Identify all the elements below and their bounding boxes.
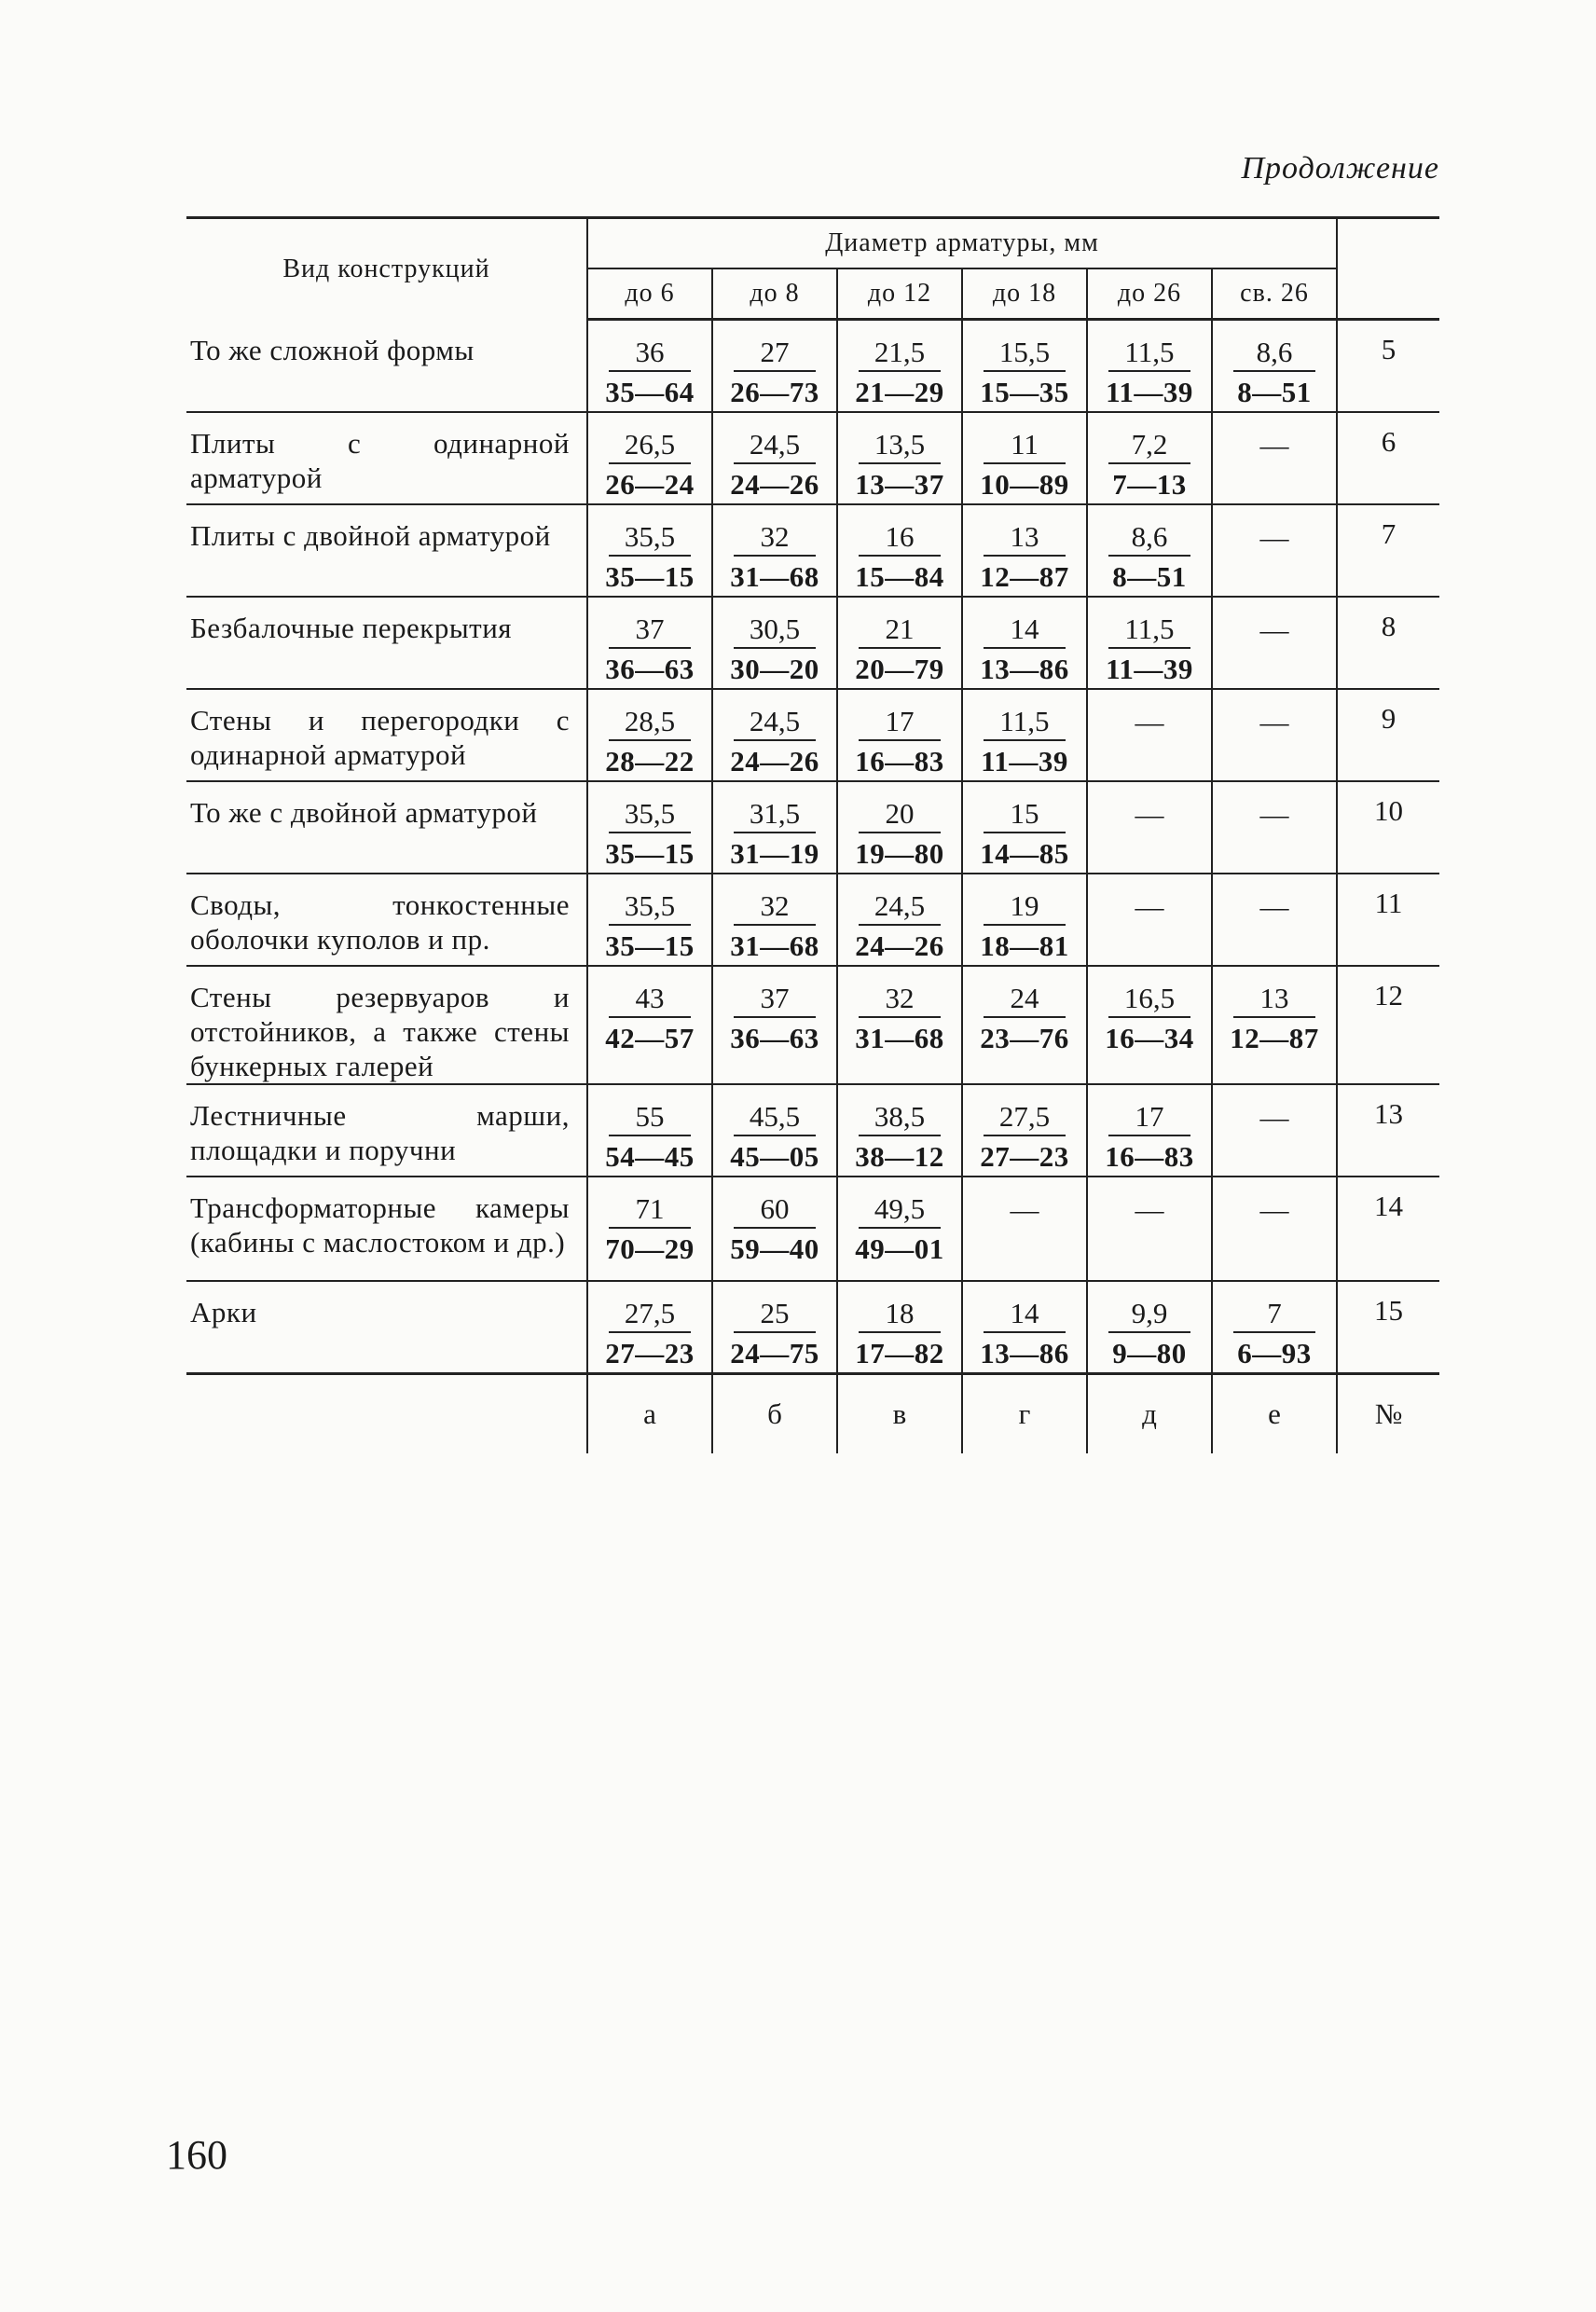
value-fraction — [855, 337, 944, 411]
column-letter-label: е — [1212, 1374, 1337, 1454]
value-fraction — [855, 1101, 944, 1176]
value-main: 13 — [1233, 983, 1315, 1018]
value-cell — [1087, 597, 1212, 689]
value-fraction — [605, 613, 695, 688]
column-letter-label: б — [712, 1374, 837, 1454]
value-empty-dash: — — [1259, 890, 1289, 923]
value-main: 21 — [859, 613, 941, 649]
column-header-diameter: до 8 — [712, 268, 837, 320]
value-main: 36 — [609, 337, 691, 372]
value-main: 16,5 — [1108, 983, 1190, 1018]
value-fraction — [605, 521, 695, 596]
value-range: 13—86 — [980, 1337, 1069, 1369]
value-cell — [1212, 781, 1337, 874]
value-range: 31—19 — [730, 837, 819, 870]
value-range: 8—51 — [1112, 560, 1187, 593]
value-range: 12—87 — [980, 560, 1069, 593]
column-number-label: № — [1337, 1374, 1439, 1454]
value-cell — [712, 504, 837, 597]
value-range: 16—83 — [1105, 1140, 1194, 1173]
value-main: 37 — [734, 983, 816, 1018]
value-main: 35,5 — [609, 521, 691, 557]
value-range: 14—85 — [980, 837, 1069, 870]
value-main: 18 — [859, 1298, 941, 1333]
value-main: 17 — [859, 706, 941, 741]
value-main: 24,5 — [734, 429, 816, 464]
value-cell — [1087, 781, 1212, 874]
value-cell — [587, 320, 712, 413]
value-fraction — [980, 337, 1069, 411]
value-cell — [712, 1084, 837, 1177]
value-range: 23—76 — [980, 1022, 1069, 1054]
value-main: 13,5 — [859, 429, 941, 464]
row-number-cell: 13 — [1337, 1084, 1439, 1177]
value-range: 11—39 — [981, 745, 1068, 778]
value-main: 17 — [1108, 1101, 1190, 1136]
value-cell — [962, 412, 1087, 504]
value-main: 11,5 — [1108, 337, 1190, 372]
value-main: 60 — [734, 1193, 816, 1229]
construction-type-cell: То же с двойной арматурой — [186, 781, 587, 874]
value-fraction — [1108, 521, 1190, 596]
row-number-cell: 14 — [1337, 1177, 1439, 1281]
column-letter-label: а — [587, 1374, 712, 1454]
column-header-number — [1337, 218, 1439, 320]
value-main: 7 — [1233, 1298, 1315, 1333]
row-number-cell: 6 — [1337, 412, 1439, 504]
value-cell — [837, 504, 962, 597]
value-range: 24—75 — [730, 1337, 819, 1369]
value-cell — [587, 874, 712, 966]
value-fraction — [855, 613, 944, 688]
reinforcement-table — [186, 216, 1439, 1453]
value-range: 16—83 — [855, 745, 944, 778]
construction-type-cell: Стены и перегородки с одинарной арматурой — [186, 689, 587, 781]
value-main: 7,2 — [1108, 429, 1190, 464]
value-cell — [1212, 1177, 1337, 1281]
value-cell — [1212, 412, 1337, 504]
value-main: 14 — [984, 613, 1066, 649]
row-number-cell: 9 — [1337, 689, 1439, 781]
value-cell — [587, 1084, 712, 1177]
value-fraction — [981, 706, 1068, 780]
value-cell — [962, 1084, 1087, 1177]
construction-type-cell: Плиты с двойной арматурой — [186, 504, 587, 597]
value-main: 25 — [734, 1298, 816, 1333]
value-range: 13—86 — [980, 653, 1069, 685]
value-range: 35—15 — [605, 837, 695, 870]
value-range: 27—23 — [980, 1140, 1069, 1173]
value-range: 42—57 — [605, 1022, 695, 1054]
value-main: 71 — [609, 1193, 691, 1229]
value-main: 45,5 — [734, 1101, 816, 1136]
value-fraction — [980, 798, 1069, 873]
value-main: 37 — [609, 613, 691, 649]
value-range: 45—05 — [730, 1140, 819, 1173]
value-cell — [1087, 874, 1212, 966]
value-empty-dash: — — [1259, 521, 1289, 554]
value-fraction — [855, 1298, 944, 1372]
value-fraction — [605, 983, 695, 1057]
value-cell — [837, 874, 962, 966]
construction-type-cell: Лестничные марши, площадки и поручни — [186, 1084, 587, 1177]
value-range: 6—93 — [1237, 1337, 1312, 1369]
value-range: 20—79 — [855, 653, 944, 685]
value-main: 38,5 — [859, 1101, 941, 1136]
value-cell — [1212, 597, 1337, 689]
value-fraction — [730, 890, 819, 965]
value-range: 17—82 — [855, 1337, 944, 1369]
value-cell — [962, 874, 1087, 966]
value-cell — [962, 781, 1087, 874]
value-cell — [587, 689, 712, 781]
value-cell — [837, 1084, 962, 1177]
row-number-cell: 8 — [1337, 597, 1439, 689]
value-cell — [712, 412, 837, 504]
value-main: 49,5 — [859, 1193, 941, 1229]
value-range: 15—35 — [980, 376, 1069, 408]
value-range: 70—29 — [605, 1232, 695, 1265]
value-fraction — [1233, 337, 1315, 411]
value-main: 26,5 — [609, 429, 691, 464]
value-main: 24,5 — [859, 890, 941, 926]
value-range: 13—37 — [855, 468, 944, 501]
value-cell — [712, 320, 837, 413]
value-main: 27 — [734, 337, 816, 372]
value-fraction — [1105, 983, 1194, 1057]
value-cell — [962, 966, 1087, 1084]
footer-empty-cell — [186, 1374, 587, 1454]
value-cell — [1087, 504, 1212, 597]
value-main: 15 — [984, 798, 1066, 833]
value-cell — [712, 597, 837, 689]
value-range: 30—20 — [730, 653, 819, 685]
value-fraction — [730, 613, 819, 688]
value-cell — [837, 320, 962, 413]
table-row — [186, 504, 1439, 597]
table-row — [186, 597, 1439, 689]
value-cell — [1212, 504, 1337, 597]
table-row — [186, 874, 1439, 966]
value-main: 16 — [859, 521, 941, 557]
value-empty-dash: — — [1010, 1193, 1039, 1226]
row-number-cell: 15 — [1337, 1281, 1439, 1374]
value-range: 31—68 — [730, 560, 819, 593]
value-fraction — [1108, 429, 1190, 503]
value-empty-dash: — — [1135, 798, 1164, 831]
column-letter-label: г — [962, 1374, 1087, 1454]
value-empty-dash: — — [1259, 1193, 1289, 1226]
value-main: 35,5 — [609, 890, 691, 926]
value-empty-dash: — — [1259, 1101, 1289, 1134]
value-range: 28—22 — [605, 745, 695, 778]
value-fraction — [855, 429, 944, 503]
value-fraction — [605, 429, 695, 503]
value-range: 35—15 — [605, 560, 695, 593]
value-range: 7—13 — [1112, 468, 1187, 501]
value-fraction — [980, 1298, 1069, 1372]
value-cell — [712, 874, 837, 966]
value-cell — [837, 966, 962, 1084]
value-range: 24—26 — [730, 468, 819, 501]
value-fraction — [730, 429, 819, 503]
value-fraction — [730, 521, 819, 596]
value-empty-dash: — — [1135, 890, 1164, 923]
value-main: 27,5 — [609, 1298, 691, 1333]
value-cell — [837, 1177, 962, 1281]
value-fraction — [1230, 983, 1319, 1057]
value-cell — [837, 689, 962, 781]
value-cell — [1087, 1084, 1212, 1177]
value-range: 8—51 — [1237, 376, 1312, 408]
value-fraction — [980, 429, 1069, 503]
value-fraction — [605, 1101, 695, 1176]
value-range: 19—80 — [855, 837, 944, 870]
value-main: 21,5 — [859, 337, 941, 372]
value-range: 24—26 — [855, 929, 944, 962]
column-header-diameter: до 12 — [837, 268, 962, 320]
value-fraction — [1105, 1101, 1194, 1176]
value-range: 21—29 — [855, 376, 944, 408]
construction-type-cell: Арки — [186, 1281, 587, 1374]
value-main: 19 — [984, 890, 1066, 926]
table-row — [186, 689, 1439, 781]
row-number-cell: 11 — [1337, 874, 1439, 966]
value-cell — [1212, 966, 1337, 1084]
value-range: 10—89 — [980, 468, 1069, 501]
value-fraction — [855, 521, 944, 596]
value-fraction — [605, 1298, 695, 1372]
value-range: 26—73 — [730, 376, 819, 408]
column-header-diameter: до 18 — [962, 268, 1087, 320]
value-range: 11—39 — [1106, 376, 1193, 408]
value-range: 35—15 — [605, 929, 695, 962]
row-number-cell: 12 — [1337, 966, 1439, 1084]
value-cell — [587, 504, 712, 597]
value-main: 32 — [734, 890, 816, 926]
value-fraction — [605, 337, 695, 411]
value-fraction — [980, 1101, 1069, 1176]
table-row — [186, 781, 1439, 874]
value-main: 24 — [984, 983, 1066, 1018]
value-cell — [962, 320, 1087, 413]
value-fraction — [605, 890, 695, 965]
value-cell — [587, 781, 712, 874]
value-cell — [962, 1177, 1087, 1281]
value-cell — [587, 412, 712, 504]
value-cell — [1212, 874, 1337, 966]
construction-type-cell: Трансформаторные камеры (кабины с маслостоком и др.) — [186, 1177, 587, 1281]
value-fraction — [855, 1193, 944, 1268]
value-empty-dash: — — [1135, 1193, 1164, 1226]
value-fraction — [1106, 613, 1193, 688]
column-group-header-diameter: Диаметр арматуры, мм — [587, 218, 1337, 269]
value-fraction — [1106, 337, 1193, 411]
value-main: 11,5 — [984, 706, 1066, 741]
value-range: 54—45 — [605, 1140, 695, 1173]
value-cell — [587, 966, 712, 1084]
value-main: 11 — [984, 429, 1066, 464]
value-fraction — [855, 890, 944, 965]
value-fraction — [730, 1298, 819, 1372]
value-empty-dash: — — [1135, 706, 1164, 738]
value-main: 9,9 — [1108, 1298, 1190, 1333]
value-main: 31,5 — [734, 798, 816, 833]
table-row — [186, 320, 1439, 413]
value-main: 30,5 — [734, 613, 816, 649]
table-row — [186, 1177, 1439, 1281]
value-cell — [1087, 966, 1212, 1084]
value-range: 11—39 — [1106, 653, 1193, 685]
table-row — [186, 1084, 1439, 1177]
value-empty-dash: — — [1259, 429, 1289, 461]
value-fraction — [980, 983, 1069, 1057]
value-fraction — [730, 1193, 819, 1268]
value-main: 11,5 — [1108, 613, 1190, 649]
value-main: 32 — [734, 521, 816, 557]
value-range: 26—24 — [605, 468, 695, 501]
value-main: 14 — [984, 1298, 1066, 1333]
value-cell — [712, 966, 837, 1084]
value-empty-dash: — — [1259, 613, 1289, 646]
value-cell — [712, 689, 837, 781]
construction-type-cell: Стены резервуаров и отстойников, а также стены бункерных галерей — [186, 966, 587, 1084]
value-range: 18—81 — [980, 929, 1069, 962]
value-cell — [1087, 1281, 1212, 1374]
value-fraction — [605, 798, 695, 873]
value-range: 59—40 — [730, 1232, 819, 1265]
table-row — [186, 412, 1439, 504]
value-fraction — [730, 337, 819, 411]
value-empty-dash: — — [1259, 798, 1289, 831]
value-cell — [962, 504, 1087, 597]
value-cell — [587, 1281, 712, 1374]
value-fraction — [855, 983, 944, 1057]
value-fraction — [980, 613, 1069, 688]
value-cell — [587, 597, 712, 689]
column-header-diameter: св. 26 — [1212, 268, 1337, 320]
value-main: 20 — [859, 798, 941, 833]
row-number-cell: 7 — [1337, 504, 1439, 597]
row-number-cell: 10 — [1337, 781, 1439, 874]
value-fraction — [605, 1193, 695, 1268]
value-range: 27—23 — [605, 1337, 695, 1369]
value-cell — [1087, 320, 1212, 413]
value-main: 43 — [609, 983, 691, 1018]
construction-type-cell: Безбалочные перекрытия — [186, 597, 587, 689]
value-fraction — [855, 706, 944, 780]
column-header-diameter: до 26 — [1087, 268, 1212, 320]
value-cell — [587, 1177, 712, 1281]
value-main: 15,5 — [984, 337, 1066, 372]
table-row — [186, 1281, 1439, 1374]
value-cell — [962, 689, 1087, 781]
value-cell — [712, 781, 837, 874]
value-fraction — [605, 706, 695, 780]
value-cell — [1087, 1177, 1212, 1281]
value-cell — [837, 412, 962, 504]
value-cell — [1212, 1084, 1337, 1177]
value-main: 32 — [859, 983, 941, 1018]
value-range: 16—34 — [1105, 1022, 1194, 1054]
value-fraction — [1233, 1298, 1315, 1372]
reinforcement-table-container — [186, 216, 1439, 1453]
value-range: 15—84 — [855, 560, 944, 593]
value-range: 12—87 — [1230, 1022, 1319, 1054]
value-cell — [712, 1177, 837, 1281]
value-fraction — [1108, 1298, 1190, 1372]
value-cell — [837, 781, 962, 874]
row-number-cell: 5 — [1337, 320, 1439, 413]
value-cell — [837, 597, 962, 689]
value-main: 8,6 — [1108, 521, 1190, 557]
value-cell — [837, 1281, 962, 1374]
value-cell — [1087, 689, 1212, 781]
footer-row — [186, 1374, 1439, 1454]
column-header-diameter: до 6 — [587, 268, 712, 320]
column-header-construction-type: Вид конструкций — [186, 218, 587, 320]
value-main: 13 — [984, 521, 1066, 557]
value-main: 27,5 — [984, 1101, 1066, 1136]
value-range: 49—01 — [855, 1232, 944, 1265]
value-fraction — [730, 983, 819, 1057]
value-range: 31—68 — [730, 929, 819, 962]
construction-type-cell: Своды, тонкостенные оболочки куполов и пр. — [186, 874, 587, 966]
value-empty-dash: — — [1259, 706, 1289, 738]
value-cell — [962, 597, 1087, 689]
continuation-label: Продолжение — [1241, 151, 1439, 186]
value-main: 8,6 — [1233, 337, 1315, 372]
value-fraction — [730, 798, 819, 873]
value-range: 31—68 — [855, 1022, 944, 1054]
construction-type-cell: То же сложной формы — [186, 320, 587, 413]
value-range: 36—63 — [605, 653, 695, 685]
value-cell — [712, 1281, 837, 1374]
value-range: 24—26 — [730, 745, 819, 778]
value-main: 35,5 — [609, 798, 691, 833]
value-fraction — [980, 521, 1069, 596]
value-range: 38—12 — [855, 1140, 944, 1173]
value-fraction — [730, 1101, 819, 1176]
value-cell — [1212, 689, 1337, 781]
value-cell — [1087, 412, 1212, 504]
value-cell — [962, 1281, 1087, 1374]
value-fraction — [980, 890, 1069, 965]
table-row — [186, 966, 1439, 1084]
value-fraction — [855, 798, 944, 873]
value-cell — [1212, 1281, 1337, 1374]
value-range: 36—63 — [730, 1022, 819, 1054]
value-fraction — [730, 706, 819, 780]
column-letter-label: в — [837, 1374, 962, 1454]
value-range: 35—64 — [605, 376, 695, 408]
value-cell — [1212, 320, 1337, 413]
page-number: 160 — [166, 2132, 227, 2178]
value-main: 24,5 — [734, 706, 816, 741]
value-main: 28,5 — [609, 706, 691, 741]
construction-type-cell: Плиты с одинарной арматурой — [186, 412, 587, 504]
value-range: 9—80 — [1112, 1337, 1187, 1369]
value-main: 55 — [609, 1101, 691, 1136]
column-letter-label: д — [1087, 1374, 1212, 1454]
